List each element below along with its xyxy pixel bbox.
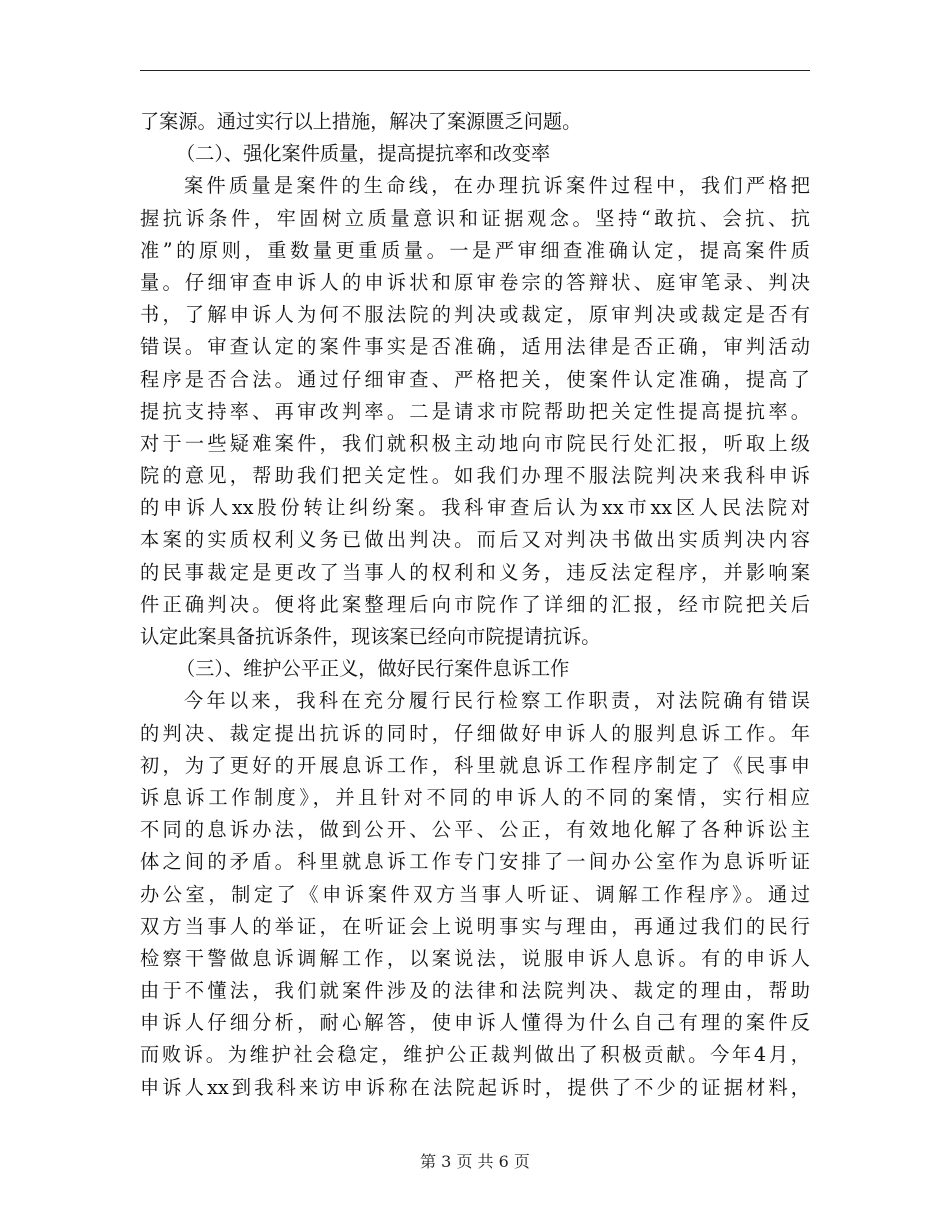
body-text	[140, 106, 810, 1104]
section-heading-3: （三）、维护公平正义，做好民行案件息诉工作	[176, 657, 570, 681]
paragraph-line: 检察干警做息诉调解工作，以案说法，说服申诉人息诉。有的申诉人	[140, 946, 810, 970]
paragraph-line: 由于不懂法，我们就案件涉及的法律和法院判决、裁定的理由，帮助	[140, 979, 810, 1003]
section-heading-2: （二）、强化案件质量，提高提抗率和改变率	[176, 142, 551, 166]
paragraph-line: 件正确判决。便将此案整理后向市院作了详细的汇报，经市院把关后	[140, 592, 810, 616]
paragraph-line: 案件质量是案件的生命线，在办理抗诉案件过程中，我们严格把	[184, 174, 810, 198]
paragraph-line: 的民事裁定是更改了当事人的权利和义务，违反法定程序，并影响案	[140, 560, 810, 584]
paragraph-line: 初，为了更好的开展息诉工作，科里就息诉工作程序制定了《民事申	[140, 753, 810, 777]
paragraph-line: 书，了解申诉人为何不服法院的判决或裁定，原审判决或裁定是否有	[140, 303, 810, 327]
paragraph-line: 了案源。通过实行以上措施，解决了案源匮乏问题。	[140, 110, 582, 133]
paragraph-line: 握抗诉条件，牢固树立质量意识和证据观念。坚持“敢抗、会抗、抗	[140, 206, 810, 230]
paragraph-line: 提抗支持率、再审改判率。二是请求市院帮助把关定性提高提抗率。	[140, 399, 810, 423]
paragraph-line: 申诉人仔细分析，耐心解答，使申诉人懂得为什么自己有理的案件反	[140, 1011, 810, 1035]
paragraph-line: 院的意见，帮助我们把关定性。如我们办理不服法院判决来我科申诉	[140, 464, 810, 488]
paragraph-line: 的判决、裁定提出抗诉的同时，仔细做好申诉人的服判息诉工作。年	[140, 721, 810, 745]
paragraph-line: 对于一些疑难案件，我们就积极主动地向市院民行处汇报，听取上级	[140, 431, 810, 455]
paragraph-line: 准”的原则，重数量更重质量。一是严审细查准确认定，提高案件质	[140, 238, 810, 262]
paragraph-line: 程序是否合法。通过仔细审查、严格把关，使案件认定准确，提高了	[140, 367, 810, 391]
paragraph-line: 不同的息诉办法，做到公开、公平、公正，有效地化解了各种诉讼主	[140, 818, 810, 842]
paragraph-line: 今年以来，我科在充分履行民行检察工作职责，对法院确有错误	[184, 689, 810, 713]
paragraph-line: 申诉人xx到我科来访申诉称在法院起诉时，提供了不少的证据材料，	[140, 1075, 810, 1099]
paragraph-line: 量。仔细审查申诉人的申诉状和原审卷宗的答辩状、庭审笔录、判决	[140, 270, 810, 294]
paragraph-line: 而败诉。为维护社会稳定，维护公正裁判做出了积极贡献。今年4月，	[140, 1043, 810, 1067]
paragraph-line: 本案的实质权利义务已做出判决。而后又对判决书做出实质判决内容	[140, 528, 810, 552]
paragraph-line: 双方当事人的举证，在听证会上说明事实与理由，再通过我们的民行	[140, 914, 810, 938]
paragraph-line: 错误。审查认定的案件事实是否准确，适用法律是否正确，审判活动	[140, 335, 810, 359]
paragraph-line: 办公室，制定了《申诉案件双方当事人听证、调解工作程序》。通过	[140, 882, 810, 906]
header-rule	[140, 70, 810, 71]
paragraph-line: 认定此案具备抗诉条件，现该案已经向市院提请抗诉。	[140, 625, 601, 648]
paragraph-line: 体之间的矛盾。科里就息诉工作专门安排了一间办公室作为息诉听证	[140, 850, 810, 874]
paragraph-line: 的申诉人xx股份转让纠纷案。我科审查后认为xx市xx区人民法院对	[140, 496, 810, 520]
paragraph-line: 诉息诉工作制度》，并且针对不同的申诉人的不同的案情，实行相应	[140, 785, 810, 809]
page-number-footer: 第 3 页 共 6 页	[420, 1152, 530, 1171]
